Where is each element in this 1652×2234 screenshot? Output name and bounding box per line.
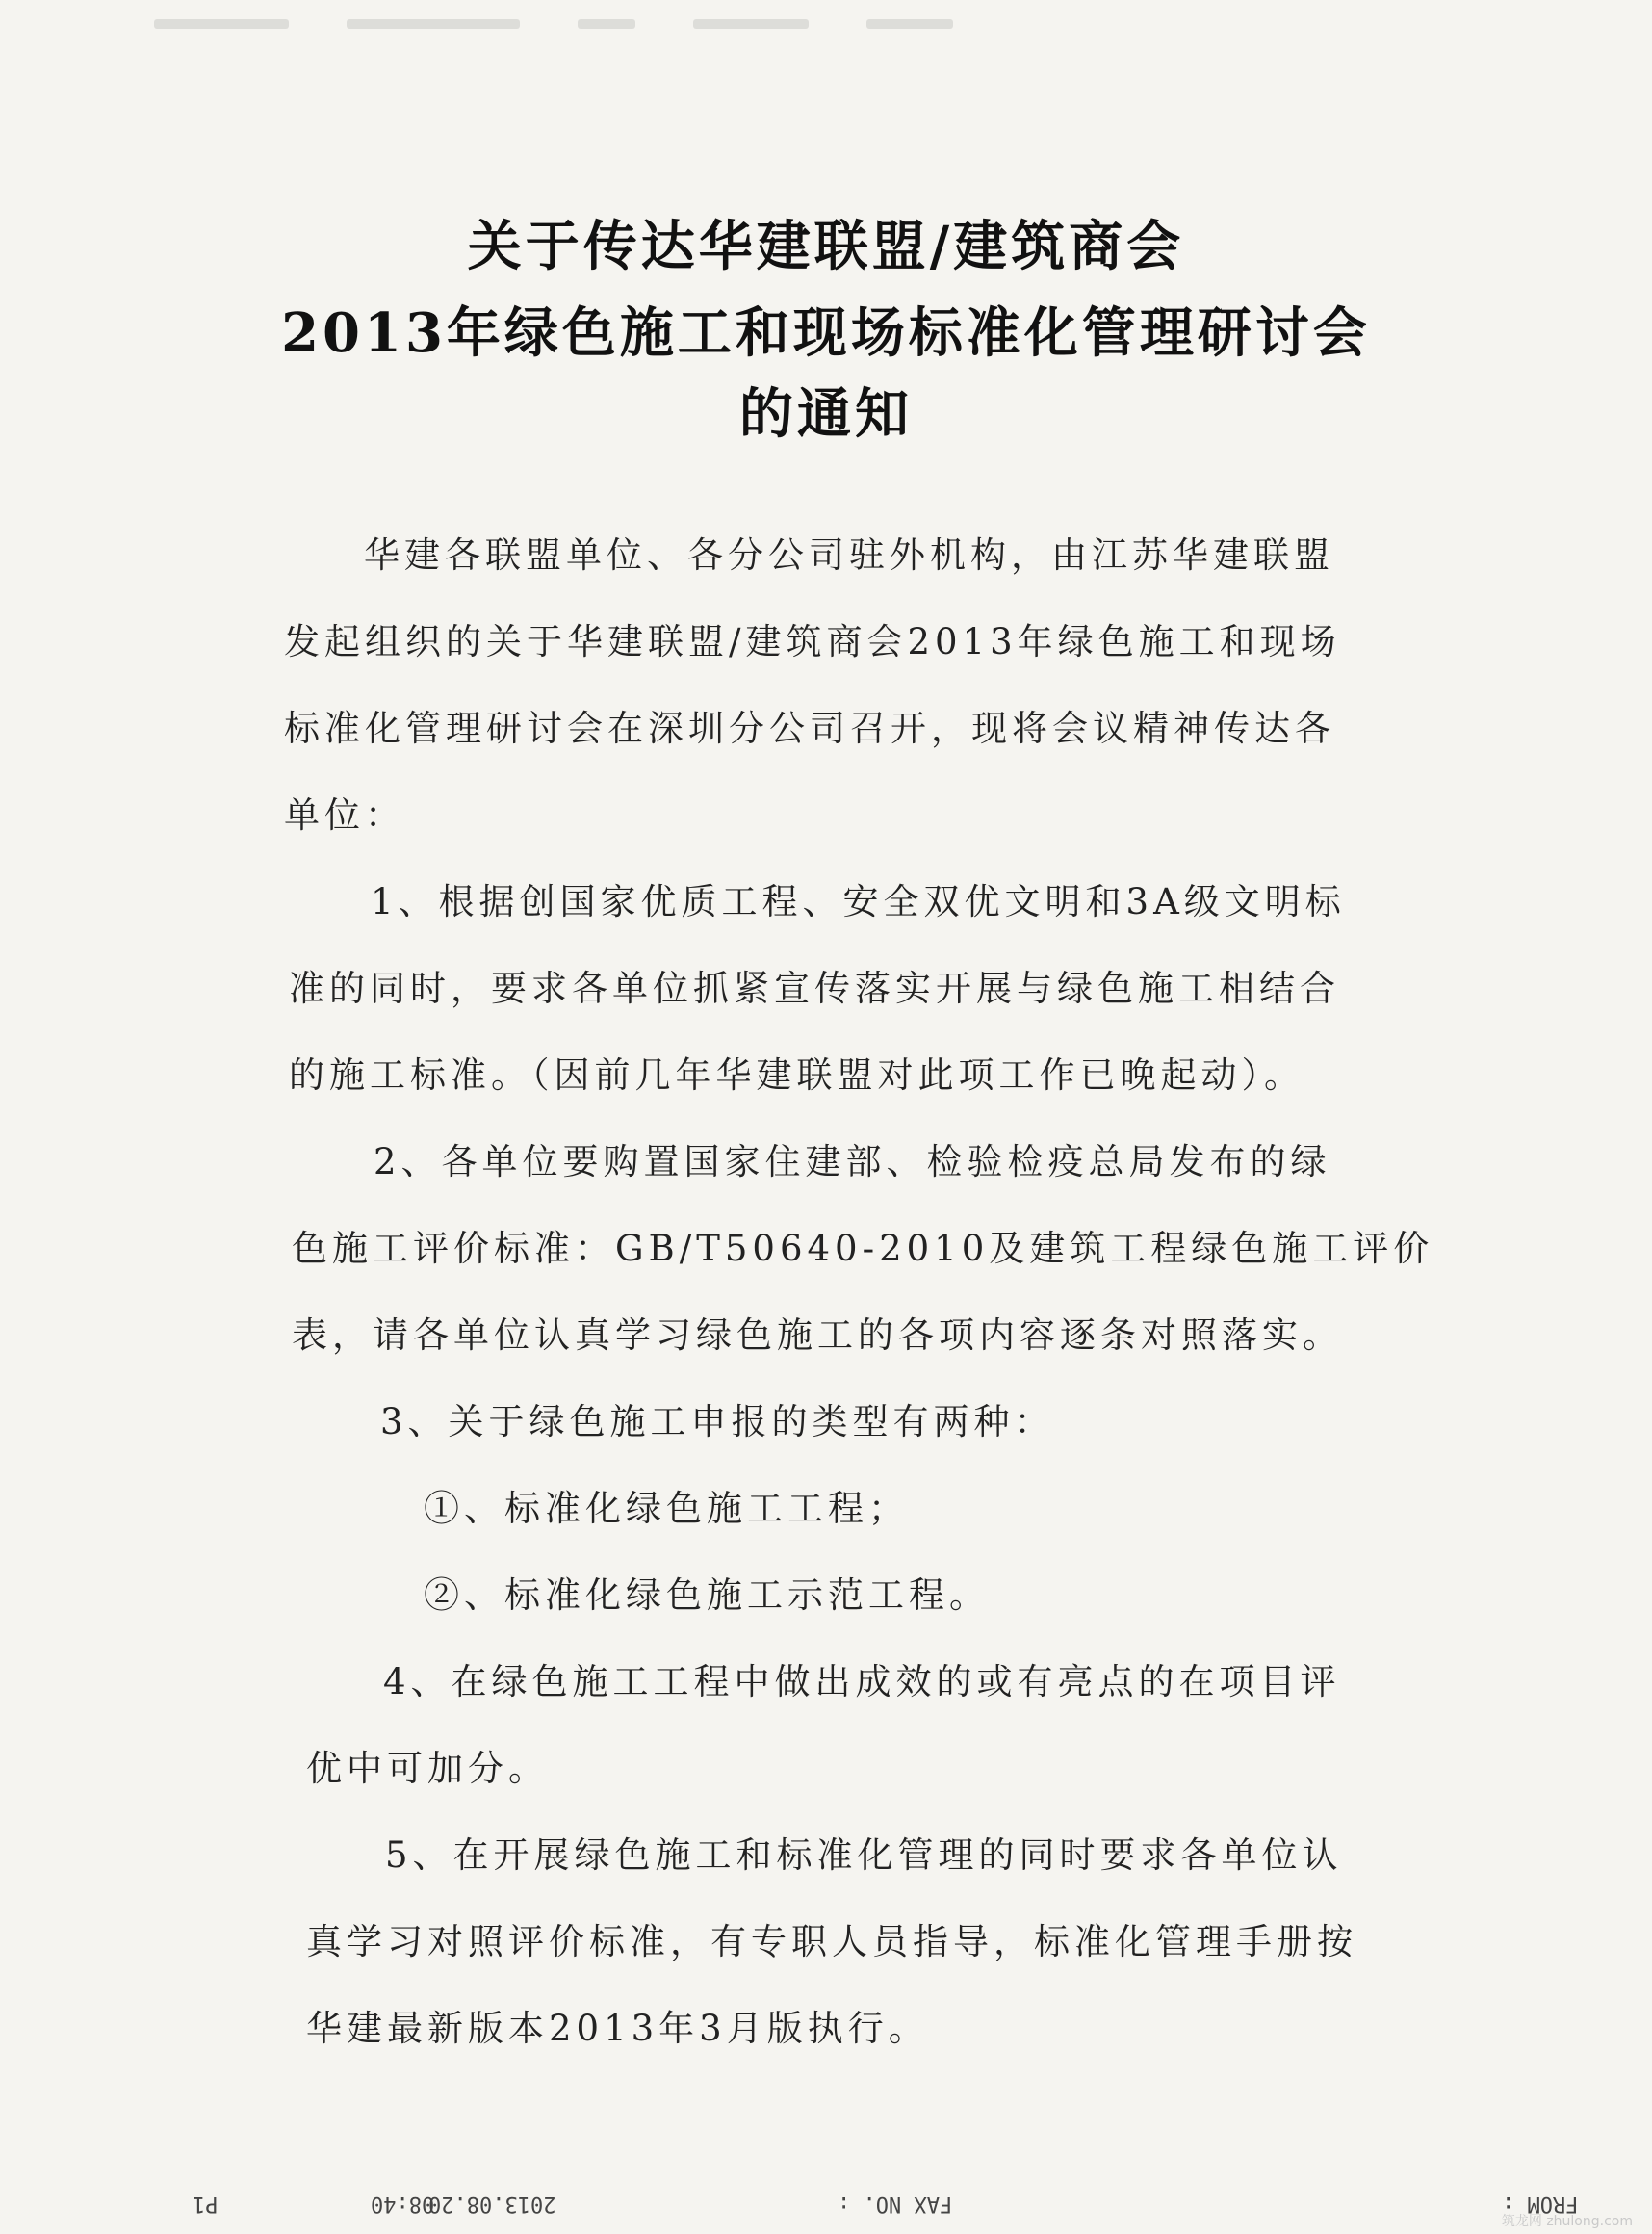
item-2-line-2: 色施工评价标准：GB/T50640-2010及建筑工程绿色施工评价 xyxy=(292,1228,1434,1269)
fax-time: 08:40 xyxy=(371,2192,435,2216)
item-2-line-1: 2、各单位要购置国家住建部、检验检疫总局发布的绿 xyxy=(374,1141,1331,1182)
fax-number-label: FAX NO. : xyxy=(838,2192,953,2216)
fax-date: 2013.08.20 xyxy=(428,2192,556,2216)
item-1-line-1: 1、根据创国家优质工程、安全双优文明和3A级文明标 xyxy=(371,881,1346,922)
item-3-sub-1: ①、标准化绿色施工工程； xyxy=(424,1488,909,1529)
watermark: 筑龙网 zhulong.com xyxy=(1501,2214,1633,2229)
body-line-1: 华建各联盟单位、各分公司驻外机构，由江苏华建联盟 xyxy=(364,534,1334,576)
body-line-3: 标准化管理研讨会在深圳分公司召开，现将会议精神传达各 xyxy=(284,708,1335,749)
item-4-line-1: 4、在绿色施工工程中做出成效的或有亮点的在项目评 xyxy=(383,1661,1341,1702)
fax-footer xyxy=(0,2192,1652,2222)
item-4-line-2: 优中可加分。 xyxy=(306,1748,549,1789)
fax-from-label: FROM : xyxy=(1502,2192,1579,2216)
item-2-line-3: 表，请各单位认真学习绿色施工的各项内容逐条对照落实。 xyxy=(292,1314,1343,1356)
body-line-4: 单位： xyxy=(284,794,405,836)
item-3-line-1: 3、关于绿色施工申报的类型有两种： xyxy=(380,1401,1055,1442)
fax-page-number: P1 xyxy=(193,2192,219,2216)
title-line-2: 2013年绿色施工和现场标准化管理研讨会 xyxy=(281,301,1371,365)
title-line-1: 关于传达华建联盟/建筑商会 xyxy=(467,215,1185,278)
item-5-line-3: 华建最新版本2013年3月版执行。 xyxy=(306,2008,929,2049)
item-1-line-2: 准的同时，要求各单位抓紧宣传落实开展与绿色施工相结合 xyxy=(289,968,1340,1009)
item-1-line-3: 的施工标准。（因前几年华建联盟对此项工作已晚起动）。 xyxy=(289,1054,1304,1096)
title-line-3: 的通知 xyxy=(739,382,913,446)
body-line-2: 发起组织的关于华建联盟/建筑商会2013年绿色施工和现场 xyxy=(284,621,1341,662)
item-3-sub-2: ②、标准化绿色施工示范工程。 xyxy=(424,1574,990,1616)
item-5-line-2: 真学习对照评价标准，有专职人员指导，标准化管理手册按 xyxy=(306,1921,1357,1962)
item-5-line-1: 5、在开展绿色施工和标准化管理的同时要求各单位认 xyxy=(385,1834,1343,1876)
faint-fax-header xyxy=(154,12,1213,37)
